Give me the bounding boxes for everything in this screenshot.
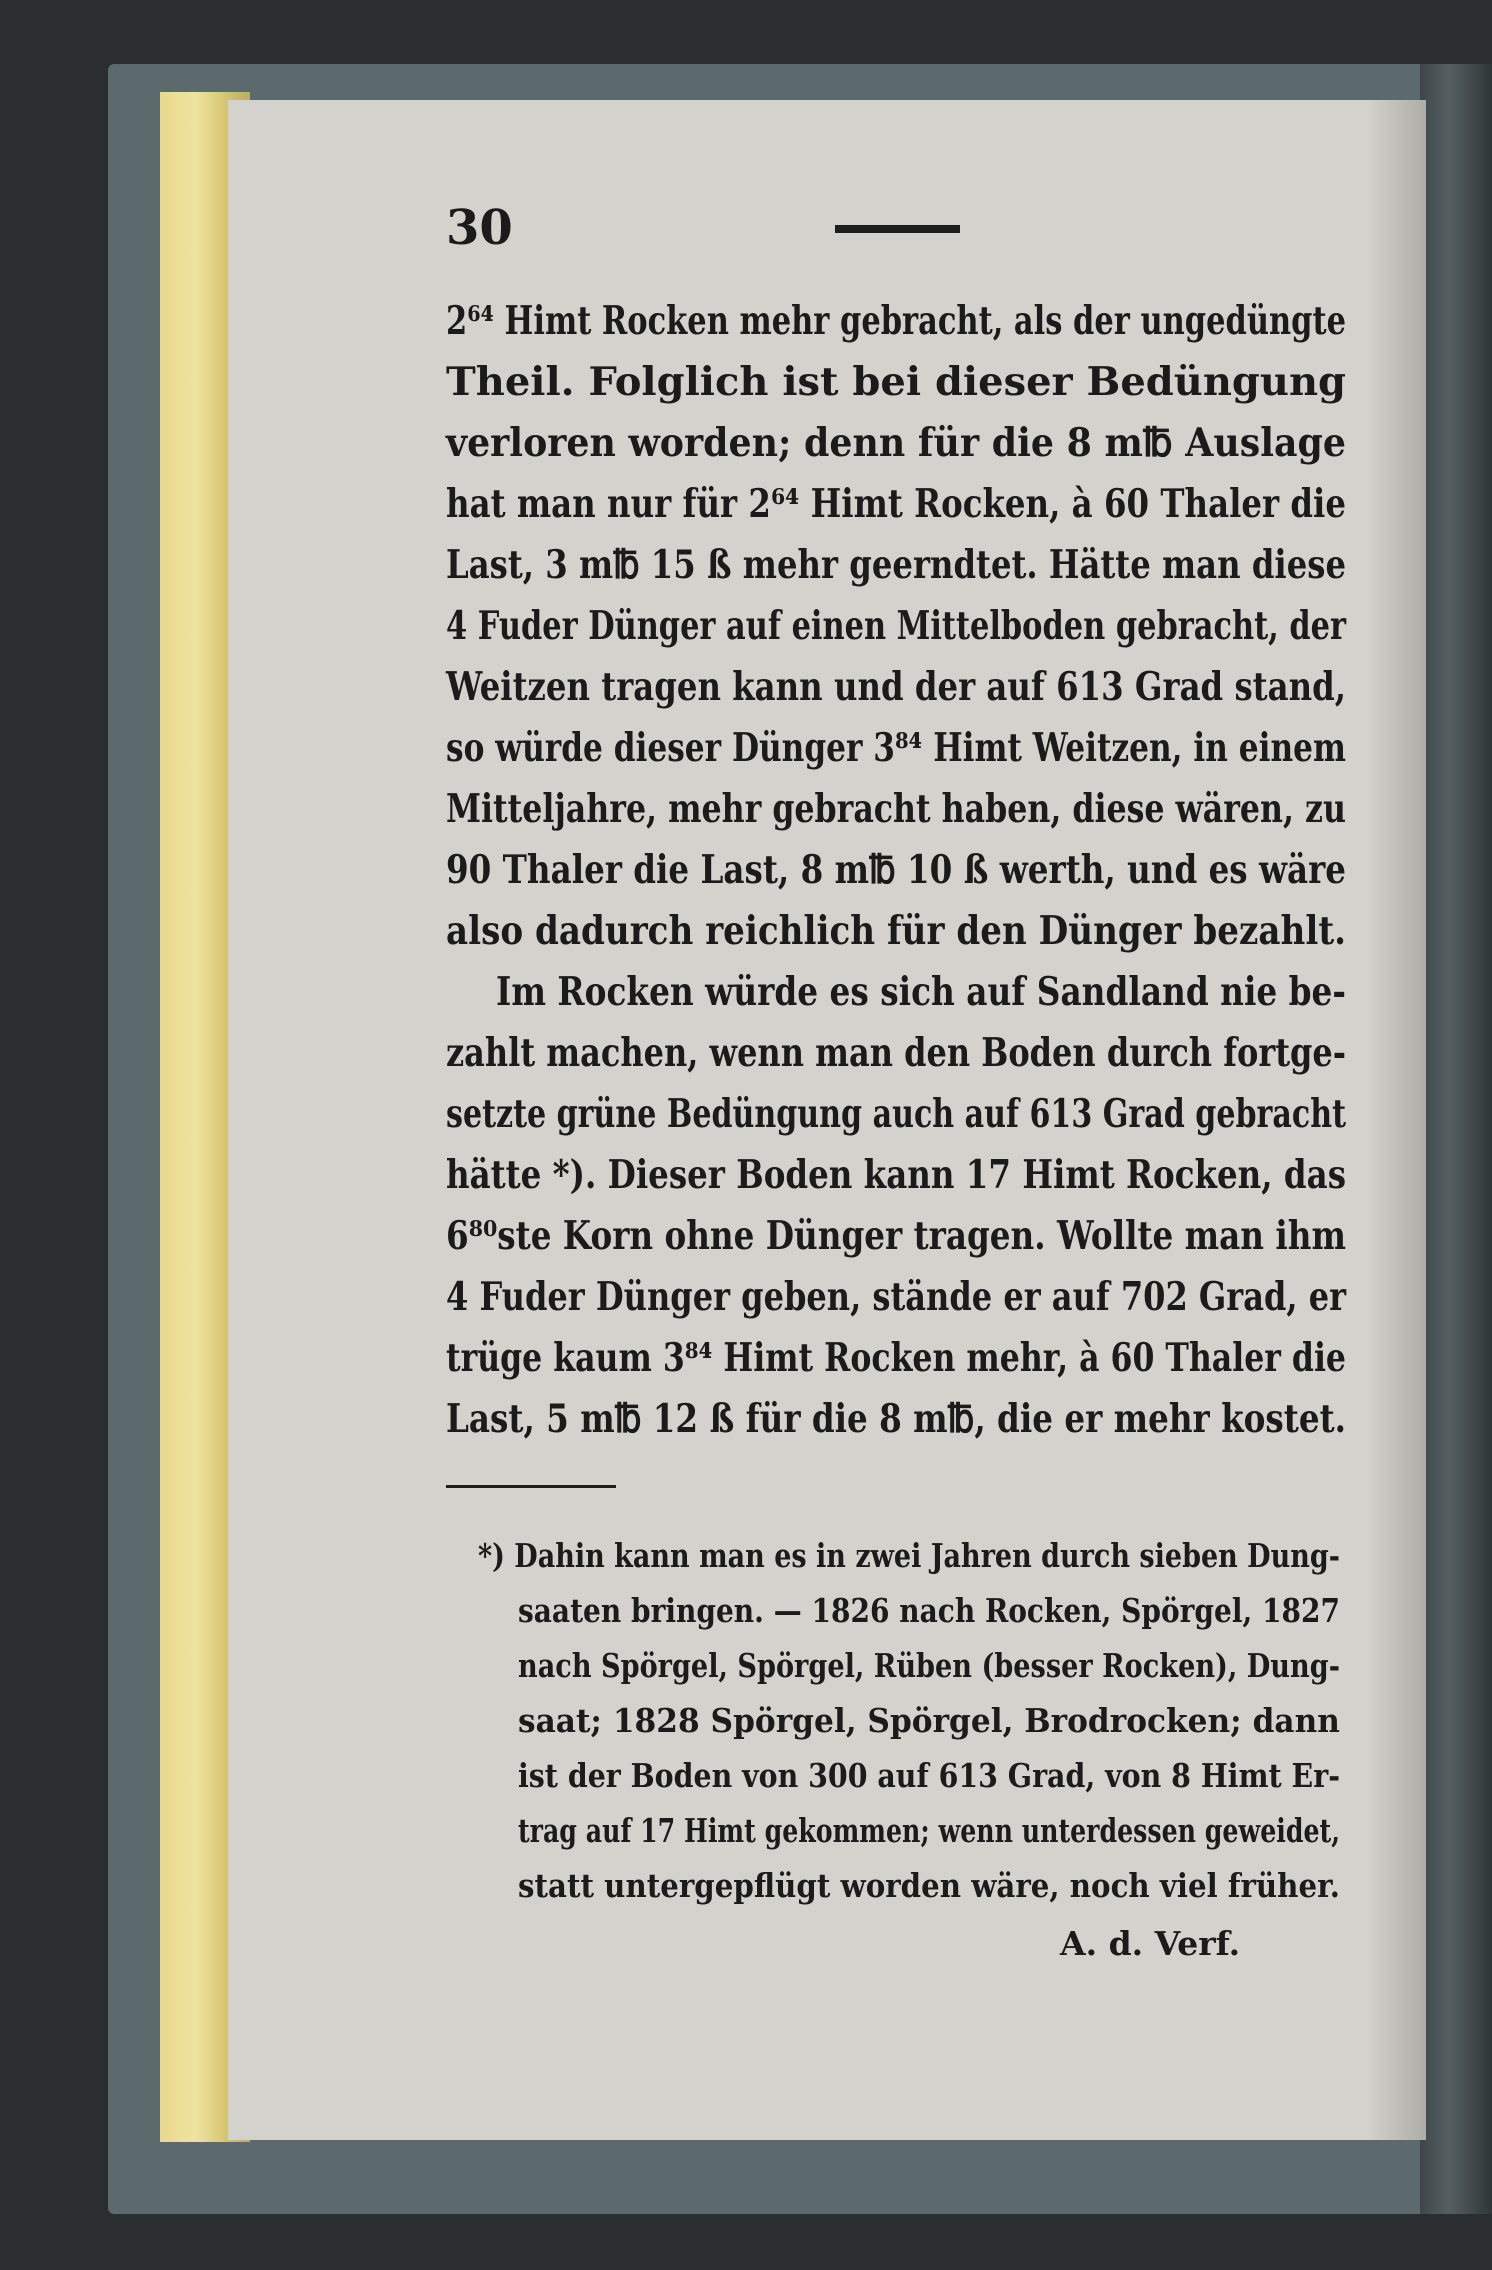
body-line: zahlt machen, wenn man den Boden durch fortge-: [446, 1030, 1346, 1076]
footnote-line: trag auf 17 Himt gekommen; wenn unterdessen geweidet,: [518, 1811, 1340, 1850]
book-gutter: [1420, 64, 1492, 2214]
footnote-line: ist der Boden von 300 auf 613 Grad, von 8 Himt Er-: [518, 1756, 1340, 1795]
body-line: Mitteljahre, mehr gebracht haben, diese wären, zu: [446, 786, 1346, 832]
footnote-line: saat; 1828 Spörgel, Spörgel, Brodrocken; dann: [518, 1701, 1340, 1740]
footnote-line: statt untergepflügt worden wäre, noch viel früher.: [518, 1866, 1340, 1905]
body-line: 6⁸⁰ste Korn ohne Dünger tragen. Wollte man ihm: [446, 1213, 1346, 1259]
footnote-signature: A. d. Verf.: [1060, 1924, 1241, 1963]
body-line: 2⁶⁴ Himt Rocken mehr gebracht, als der ungedüngte: [446, 298, 1346, 344]
body-line: Last, 3 m℔ 15 ß mehr geerndtet. Hätte man diese: [446, 542, 1346, 588]
body-line: also dadurch reichlich für den Dünger bezahlt.: [446, 908, 1346, 954]
body-line: Last, 5 m℔ 12 ß für die 8 m℔, die er mehr kostet.: [446, 1396, 1346, 1442]
header-ornament: [835, 225, 960, 233]
footnote-line: saaten bringen. — 1826 nach Rocken, Spörgel, 1827: [518, 1591, 1340, 1630]
footnote-line: *) Dahin kann man es in zwei Jahren durch sieben Dung-: [478, 1536, 1340, 1575]
body-line: verloren worden; denn für die 8 m℔ Auslage: [446, 420, 1346, 466]
body-line: trüge kaum 3⁸⁴ Himt Rocken mehr, à 60 Thaler die: [446, 1335, 1346, 1381]
body-line: hat man nur für 2⁶⁴ Himt Rocken, à 60 Thaler die: [446, 481, 1346, 527]
body-line: 90 Thaler die Last, 8 m℔ 10 ß werth, und es wäre: [446, 847, 1346, 893]
footnote-line: nach Spörgel, Spörgel, Rüben (besser Rocken), Dung-: [518, 1646, 1340, 1685]
body-line: setzte grüne Bedüngung auch auf 613 Grad gebracht: [446, 1091, 1346, 1137]
body-line: 4 Fuder Dünger auf einen Mittelboden gebracht, der: [446, 603, 1346, 649]
body-line: hätte *). Dieser Boden kann 17 Himt Rocken, das: [446, 1152, 1346, 1198]
footnote-rule: [446, 1485, 616, 1488]
body-line: Im Rocken würde es sich auf Sandland nie be-: [496, 969, 1346, 1015]
body-line: Weitzen tragen kann und der auf 613 Grad stand,: [446, 664, 1346, 710]
page-number: 30: [446, 200, 513, 256]
body-line: 4 Fuder Dünger geben, stände er auf 702 Grad, er: [446, 1274, 1346, 1320]
body-line: so würde dieser Dünger 3⁸⁴ Himt Weitzen, in einem: [446, 725, 1346, 771]
body-line: Theil. Folglich ist bei dieser Bedüngung: [446, 359, 1346, 405]
